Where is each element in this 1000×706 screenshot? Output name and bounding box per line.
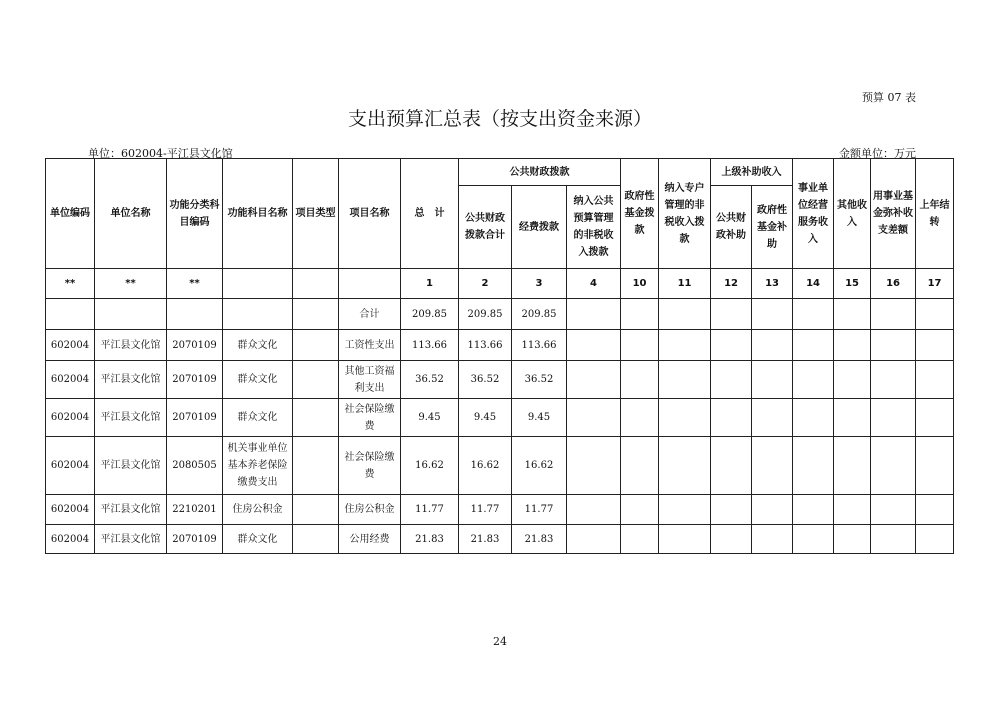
table-cell: 合计 bbox=[339, 299, 401, 330]
table-cell: 36.52 bbox=[401, 361, 459, 399]
header-total: 总 计 bbox=[401, 159, 459, 269]
table-cell bbox=[339, 269, 401, 299]
table-cell bbox=[793, 495, 834, 525]
header-func-name: 功能科目名称 bbox=[223, 159, 293, 269]
table-cell bbox=[659, 361, 711, 399]
table-row bbox=[46, 299, 954, 330]
header-project-type: 项目类型 bbox=[293, 159, 339, 269]
table-cell: 602004 bbox=[46, 361, 95, 399]
table-cell bbox=[293, 525, 339, 554]
table-cell: 工资性支出 bbox=[339, 330, 401, 361]
table-cell bbox=[293, 361, 339, 399]
table-cell bbox=[752, 361, 793, 399]
table-cell bbox=[711, 525, 752, 554]
table-cell: 公用经费 bbox=[339, 525, 401, 554]
header-public-total: 公共财政拨款合计 bbox=[459, 186, 512, 269]
header-unit-code: 单位编码 bbox=[46, 159, 95, 269]
table-cell bbox=[659, 437, 711, 495]
table-cell bbox=[834, 330, 871, 361]
table-row bbox=[46, 437, 954, 495]
table-cell bbox=[916, 361, 954, 399]
header-other-income: 其他收入 bbox=[834, 159, 871, 269]
table-cell bbox=[916, 437, 954, 495]
table-cell: 602004 bbox=[46, 399, 95, 437]
table-cell: 602004 bbox=[46, 330, 95, 361]
table-cell: 21.83 bbox=[459, 525, 512, 554]
table-cell bbox=[293, 269, 339, 299]
table-cell: 9.45 bbox=[459, 399, 512, 437]
table-cell bbox=[752, 437, 793, 495]
table-cell bbox=[871, 330, 916, 361]
table-cell bbox=[293, 399, 339, 437]
table-cell: 平江县文化馆 bbox=[95, 495, 167, 525]
table-cell: 209.85 bbox=[459, 299, 512, 330]
table-cell bbox=[871, 495, 916, 525]
table-cell bbox=[834, 399, 871, 437]
header-func-code: 功能分类科目编码 bbox=[167, 159, 223, 269]
table-cell: 群众文化 bbox=[223, 399, 293, 437]
table-cell bbox=[621, 437, 659, 495]
table-cell: 平江县文化馆 bbox=[95, 399, 167, 437]
table-cell: 113.66 bbox=[512, 330, 567, 361]
header-nontax-budget: 纳入公共预算管理的非税收入拨款 bbox=[567, 186, 621, 269]
table-cell bbox=[293, 437, 339, 495]
table-cell bbox=[621, 330, 659, 361]
table-cell: 平江县文化馆 bbox=[95, 437, 167, 495]
header-operating-appropriation: 经费拨款 bbox=[512, 186, 567, 269]
table-cell bbox=[223, 299, 293, 330]
table-cell: 36.52 bbox=[512, 361, 567, 399]
header-gov-fund: 政府性基金拨款 bbox=[621, 159, 659, 269]
table-cell: 群众文化 bbox=[223, 525, 293, 554]
table-cell bbox=[621, 495, 659, 525]
table-cell: 机关事业单位基本养老保险缴费支出 bbox=[223, 437, 293, 495]
header-fund-deficit: 用事业基金弥补收支差额 bbox=[871, 159, 916, 269]
table-cell bbox=[621, 525, 659, 554]
table-cell bbox=[567, 299, 621, 330]
table-cell bbox=[567, 361, 621, 399]
table-cell: 602004 bbox=[46, 495, 95, 525]
table-cell bbox=[293, 495, 339, 525]
table-cell bbox=[567, 330, 621, 361]
table-cell: 11.77 bbox=[512, 495, 567, 525]
table-cell bbox=[916, 495, 954, 525]
table-cell bbox=[752, 330, 793, 361]
table-cell bbox=[293, 330, 339, 361]
table-cell bbox=[793, 361, 834, 399]
table-cell bbox=[711, 330, 752, 361]
table-cell: 11.77 bbox=[401, 495, 459, 525]
table-cell: 2 bbox=[459, 269, 512, 299]
table-cell: 2070109 bbox=[167, 361, 223, 399]
table-cell: 15 bbox=[834, 269, 871, 299]
table-cell bbox=[711, 495, 752, 525]
table-cell bbox=[752, 525, 793, 554]
table-cell: 10 bbox=[621, 269, 659, 299]
table-cell bbox=[752, 299, 793, 330]
table-cell bbox=[916, 330, 954, 361]
table-body bbox=[46, 269, 954, 554]
header-project-name: 项目名称 bbox=[339, 159, 401, 269]
table-cell: 群众文化 bbox=[223, 361, 293, 399]
table-row bbox=[46, 361, 954, 399]
table-cell: 17 bbox=[916, 269, 954, 299]
header-gov-fund-subsidy: 政府性基金补助 bbox=[752, 186, 793, 269]
table-cell bbox=[793, 525, 834, 554]
table-cell: 平江县文化馆 bbox=[95, 330, 167, 361]
money-unit-label: 金额单位：万元 bbox=[839, 147, 916, 160]
table-cell: 21.83 bbox=[512, 525, 567, 554]
table-cell: 1 bbox=[401, 269, 459, 299]
header-unit-name: 单位名称 bbox=[95, 159, 167, 269]
table-cell bbox=[793, 437, 834, 495]
table-cell bbox=[916, 299, 954, 330]
budget-table bbox=[45, 158, 954, 554]
table-row bbox=[46, 495, 954, 525]
table-cell: 9.45 bbox=[512, 399, 567, 437]
table-cell: 社会保险缴费 bbox=[339, 437, 401, 495]
header-special-nontax: 纳入专户管理的非税收入拨款 bbox=[659, 159, 711, 269]
table-cell bbox=[95, 299, 167, 330]
table-cell bbox=[711, 399, 752, 437]
table-cell bbox=[834, 525, 871, 554]
table-cell bbox=[659, 495, 711, 525]
table-cell bbox=[659, 299, 711, 330]
header-business-income: 事业单位经营服务收入 bbox=[793, 159, 834, 269]
table-cell: 2070109 bbox=[167, 399, 223, 437]
table-cell: 社会保险缴费 bbox=[339, 399, 401, 437]
table-cell: 16.62 bbox=[401, 437, 459, 495]
header-superior-subsidy-group: 上级补助收入 bbox=[711, 159, 793, 186]
table-cell bbox=[916, 399, 954, 437]
table-cell bbox=[167, 299, 223, 330]
header-carryover: 上年结转 bbox=[916, 159, 954, 269]
table-row bbox=[46, 330, 954, 361]
form-number: 预算 07 表 bbox=[862, 91, 916, 104]
table-cell bbox=[223, 269, 293, 299]
header-fiscal-subsidy: 公共财政补助 bbox=[711, 186, 752, 269]
table-cell bbox=[567, 495, 621, 525]
table-cell: 16 bbox=[871, 269, 916, 299]
table-cell bbox=[567, 525, 621, 554]
table-cell: 住房公积金 bbox=[339, 495, 401, 525]
table-cell: 602004 bbox=[46, 437, 95, 495]
header-public-finance-group: 公共财政拨款 bbox=[459, 159, 621, 186]
table-cell: 209.85 bbox=[401, 299, 459, 330]
page-number: 24 bbox=[493, 635, 507, 648]
table-cell: 12 bbox=[711, 269, 752, 299]
table-cell bbox=[871, 361, 916, 399]
unit-label: 单位：602004-平江县文化馆 bbox=[88, 147, 233, 160]
table-cell: 209.85 bbox=[512, 299, 567, 330]
table-cell: 群众文化 bbox=[223, 330, 293, 361]
table-cell: 21.83 bbox=[401, 525, 459, 554]
table-cell bbox=[871, 437, 916, 495]
table-cell bbox=[834, 299, 871, 330]
table-cell bbox=[871, 525, 916, 554]
table-cell: 3 bbox=[512, 269, 567, 299]
table-cell: 113.66 bbox=[401, 330, 459, 361]
table-cell: 113.66 bbox=[459, 330, 512, 361]
table-cell: 602004 bbox=[46, 525, 95, 554]
table-cell bbox=[621, 361, 659, 399]
table-cell bbox=[293, 299, 339, 330]
table-cell: 13 bbox=[752, 269, 793, 299]
table-cell bbox=[659, 399, 711, 437]
table-cell bbox=[711, 361, 752, 399]
table-cell: 2080505 bbox=[167, 437, 223, 495]
table-cell bbox=[834, 437, 871, 495]
table-cell: 36.52 bbox=[459, 361, 512, 399]
table-cell: 2070109 bbox=[167, 525, 223, 554]
table-cell: ** bbox=[95, 269, 167, 299]
table-cell: 11 bbox=[659, 269, 711, 299]
table-cell: 9.45 bbox=[401, 399, 459, 437]
table-cell: 14 bbox=[793, 269, 834, 299]
table-cell bbox=[752, 399, 793, 437]
page-title: 支出预算汇总表（按支出资金来源） bbox=[347, 108, 652, 130]
table-cell: 其他工资福利支出 bbox=[339, 361, 401, 399]
table-cell bbox=[711, 437, 752, 495]
table-cell bbox=[793, 399, 834, 437]
table-cell: 16.62 bbox=[512, 437, 567, 495]
table-cell bbox=[621, 299, 659, 330]
table-cell: 11.77 bbox=[459, 495, 512, 525]
table-cell bbox=[871, 399, 916, 437]
table-cell bbox=[567, 437, 621, 495]
table-cell: ** bbox=[167, 269, 223, 299]
table-cell bbox=[659, 525, 711, 554]
table-cell: 平江县文化馆 bbox=[95, 361, 167, 399]
table-row bbox=[46, 399, 954, 437]
table-cell bbox=[567, 399, 621, 437]
table-cell bbox=[46, 299, 95, 330]
table-cell bbox=[916, 525, 954, 554]
table-cell: 住房公积金 bbox=[223, 495, 293, 525]
table-cell bbox=[659, 330, 711, 361]
column-index-row bbox=[46, 269, 954, 299]
table-cell bbox=[711, 299, 752, 330]
table-cell bbox=[752, 495, 793, 525]
table-cell bbox=[834, 495, 871, 525]
table-cell bbox=[621, 399, 659, 437]
table-cell: 2210201 bbox=[167, 495, 223, 525]
table-cell bbox=[793, 299, 834, 330]
table-cell: 2070109 bbox=[167, 330, 223, 361]
table-cell bbox=[871, 299, 916, 330]
table-cell: ** bbox=[46, 269, 95, 299]
table-cell: 4 bbox=[567, 269, 621, 299]
table-cell: 平江县文化馆 bbox=[95, 525, 167, 554]
table-row bbox=[46, 525, 954, 554]
table-cell bbox=[834, 361, 871, 399]
table-cell: 16.62 bbox=[459, 437, 512, 495]
table-cell bbox=[793, 330, 834, 361]
